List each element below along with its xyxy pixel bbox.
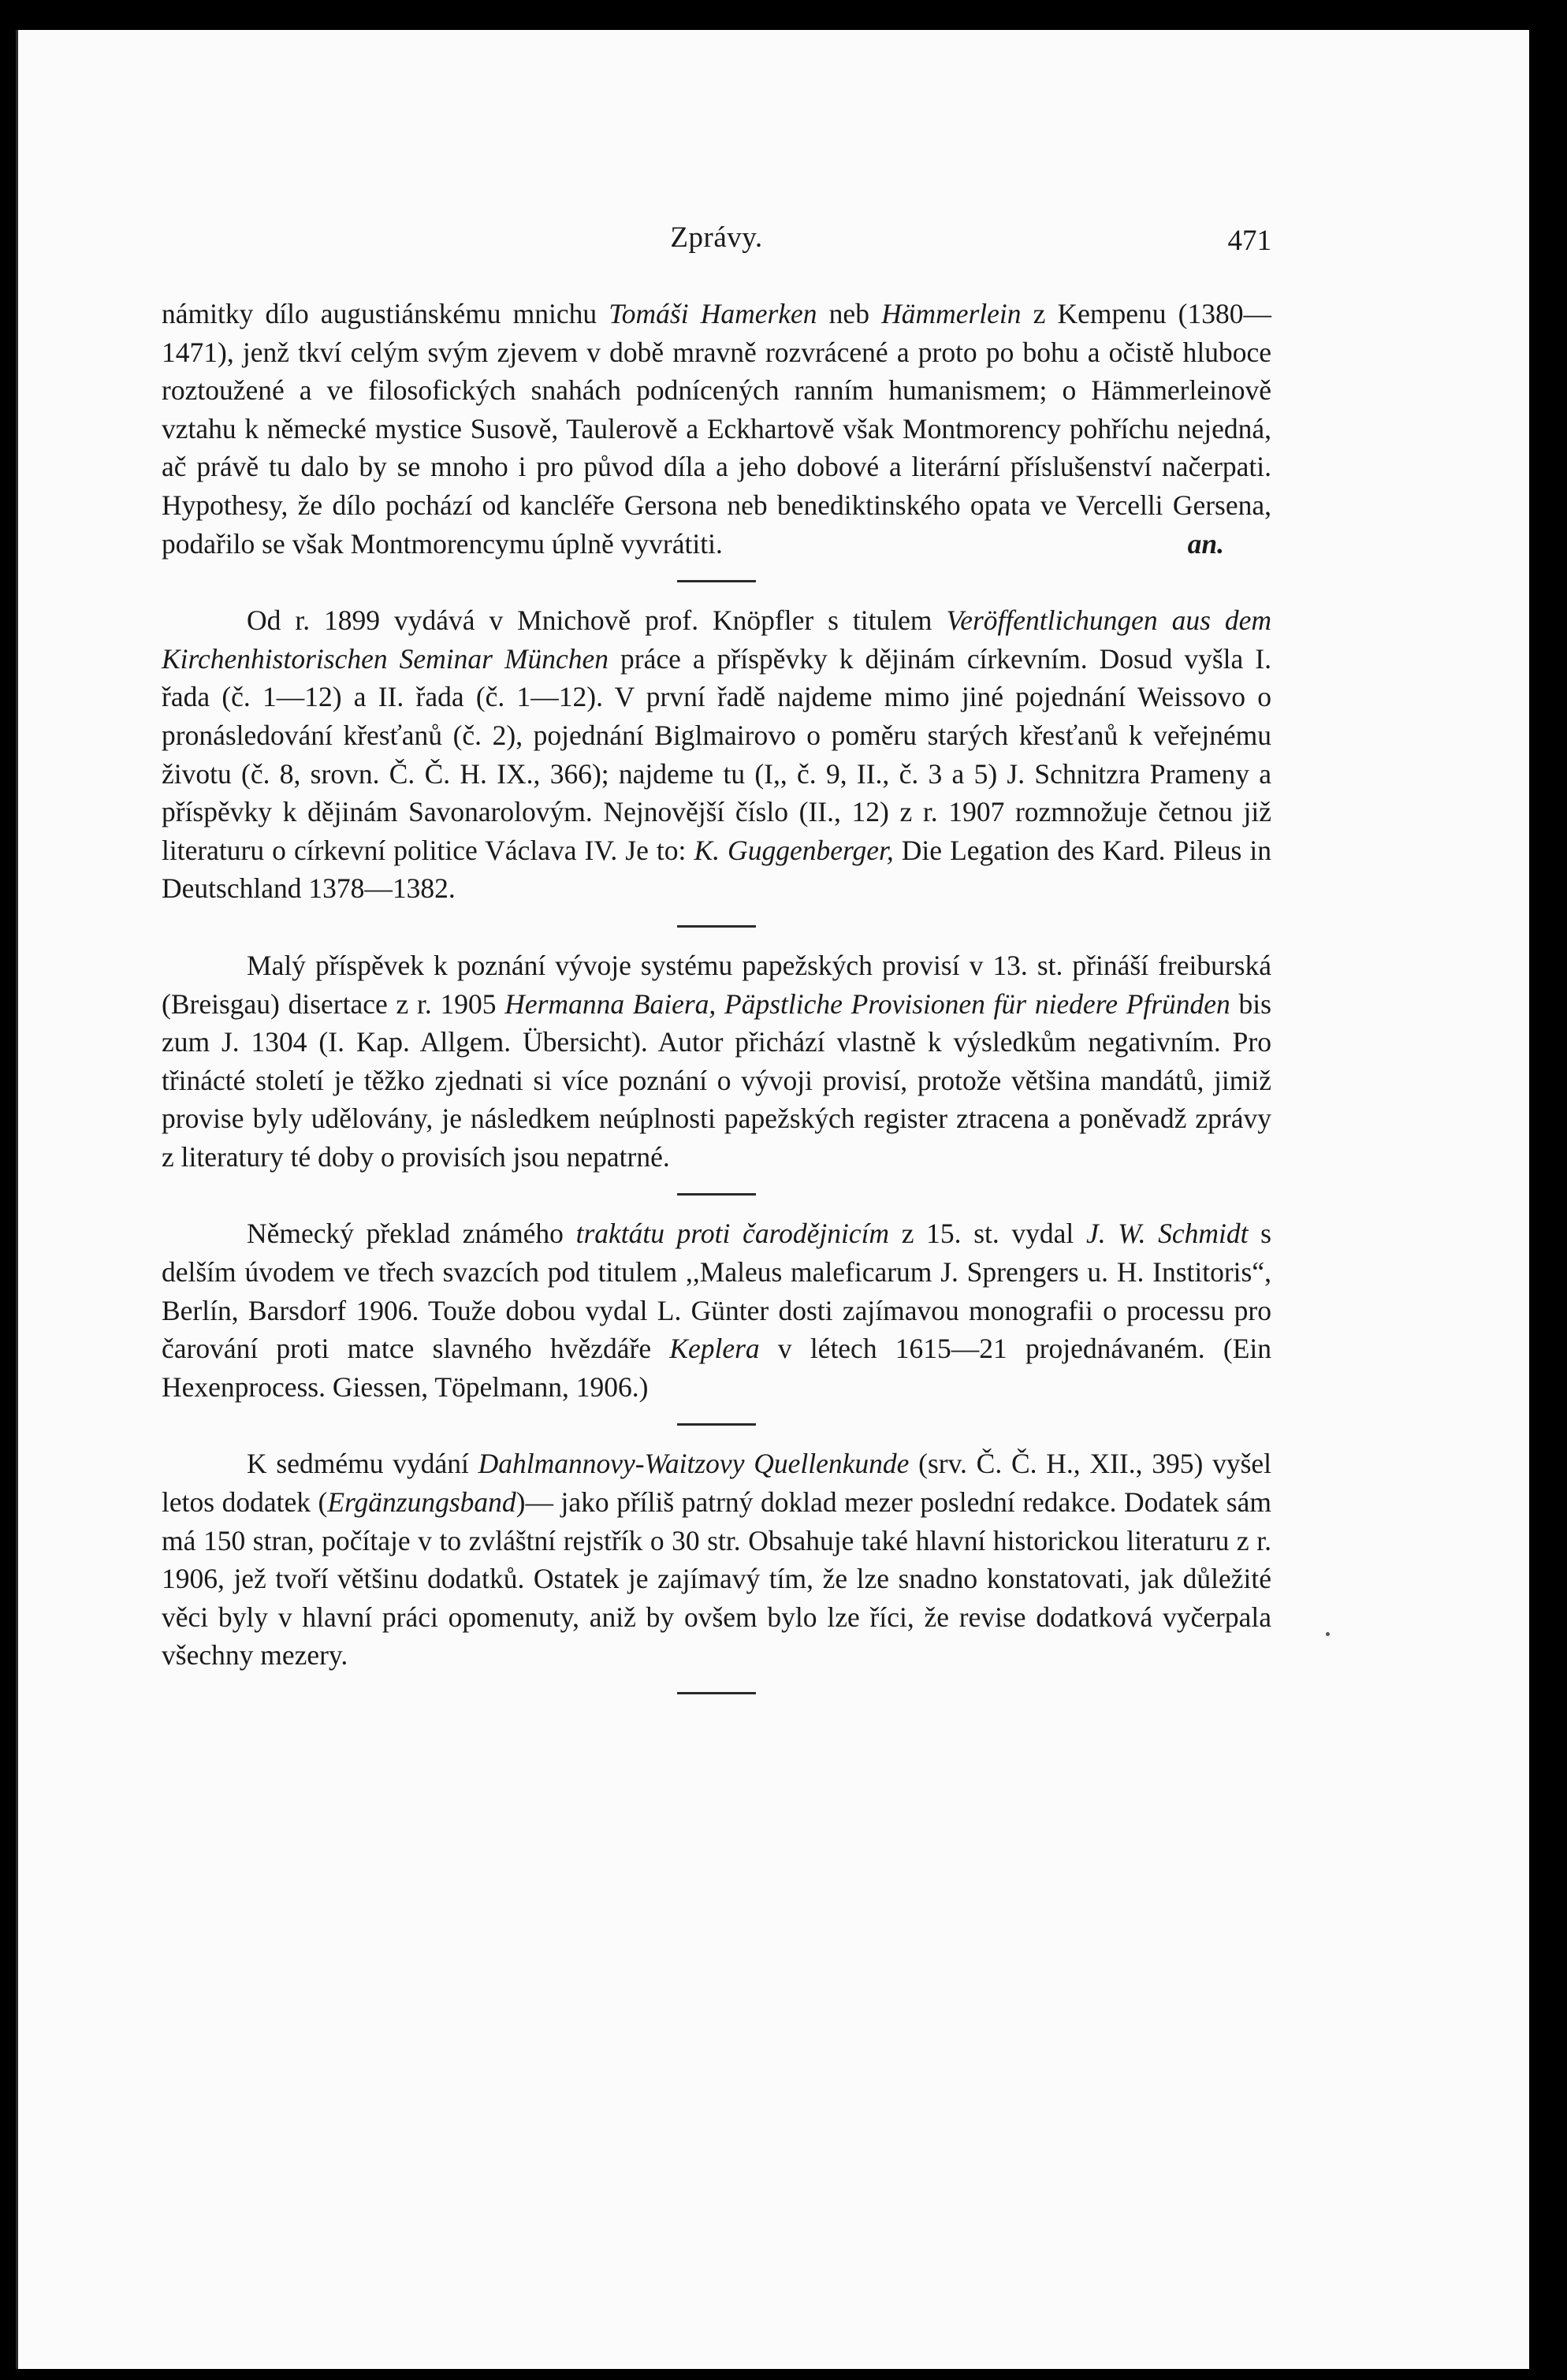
author-signature: an. — [1187, 527, 1224, 560]
section-divider — [677, 1692, 756, 1694]
page-number: 471 — [1227, 225, 1271, 257]
paragraph-witches: Německý překlad známého traktátu proti čarodějnicím z 15. st. vydal J. W. Schmidt s delším úvodem ve třech svazcích pod titulem ,,Maleus maleficarum J. Sprengers u. H. Institoris“, Berlín, Barsdorf 1906. Touže dobou vydal L. Günter dosti zajímavou monografii o processu pro čarování proti matce slavného hvězdáře Keplera v létech 1615—21 projednávaném. (Ein Hexenprocess. Giessen, Töpelmann, 1906.) — [162, 1218, 1271, 1403]
section-divider — [677, 925, 756, 928]
page-edge — [16, 30, 18, 2369]
section-divider — [677, 1423, 756, 1426]
scan-speck — [1326, 1632, 1330, 1636]
paragraph-provisions: Malý příspěvek k poznání vývoje systému papežských provisí v 13. st. přináší freiburská (Breisgau) disertace z r. 1905 Hermanna Baiera, Päpstliche Provisionen für niedere Pfründen bis zum J. 1304 (I. Kap. Allgem. Übersicht). Autor přichází vlastně k výsledkům negativním. Pro třinácté století je těžko zjednati si více poznání o vývoji provisí, protože většina mandátů, jimiž provise byly udělovány, je následkem neúplnosti papežských register ztracena a poněvadž zprávy z literatury té doby o provisích jsou nepatrné. — [162, 949, 1271, 1173]
paragraph-knoepfler: Od r. 1899 vydává v Mnichově prof. Knöpfler s titulem Veröffentlichungen aus dem Kirchenhistorischen Seminar München práce a příspěvky k dějinám církevním. Dosud vyšla I. řada (č. 1—12) a II. řada (č. 1—12). V první řadě najdeme mimo jiné pojednání Weissovo o pronásledování křesťanů (č. 2), pojednání Biglmairovo o poměru starých křesťanů k veřejnému životu (č. 8, srovn. Č. Č. H. IX., 366); najdeme tu (I,, č. 9, II., č. 3 a 5) J. Schnitzra Prameny a příspěvky k dějinám Savonarolovým. Nejnovější číslo (II., 12) z r. 1907 rozmnožuje četnou již literaturu o církevní politice Václava IV. Je to: K. Guggenberger, Die Legation des Kard. Pileus in Deutschland 1378—1382. — [162, 604, 1272, 905]
paragraph-quellenkunde: K sedmému vydání Dahlmannovy-Waitzovy Quellenkunde (srv. Č. Č. H., XII., 395) vyšel letos dodatek (Ergänzungsband)— jako příliš patrný doklad mezer poslední redakce. Dodatek sám má 150 stran, počítaje v to zvláštní rejstřík o 30 str. Obsahuje také hlavní historickou literaturu z r. 1906, jež tvoří většinu dodatků. Ostatek je zajímavý tím, že lze snadno konstatovati, jak důležité věci byly v hlavní práci opomenuty, aniž by ovšem bylo lze říci, že revise dodatková vyčerpala všechny mezery. — [162, 1448, 1272, 1672]
running-header — [162, 219, 1271, 266]
running-title: Zprávy. — [670, 221, 763, 254]
paragraph-hamerken: námitky dílo augustiánskému mnichu Tomáši Hamerken neb Hämmerlein z Kempenu (1380—1471), jenž tkví celým svým zjevem v době mravně rozvrácené a proto po bohu a očistě hluboce roztoužené a ve filosofických snahách podnícených ranním humanismem; o Hämmerleinově vztahu k německé mystice Susově, Taulerově a Eckhartově však Montmorency pohříchu nejedná, ač právě tu dalo by se mnoho i pro původ díla a jeho dobové a literární příslušenství načerpati. Hypothesy, že dílo pochází od kancléře Gersona neb benediktinského opata ve Vercelli Gersena, podařilo se však Montmorencymu úplně vyvrátiti. an. — [162, 295, 1271, 563]
section-divider — [677, 580, 756, 582]
page-content — [162, 219, 1271, 1713]
section-divider — [677, 1193, 756, 1196]
